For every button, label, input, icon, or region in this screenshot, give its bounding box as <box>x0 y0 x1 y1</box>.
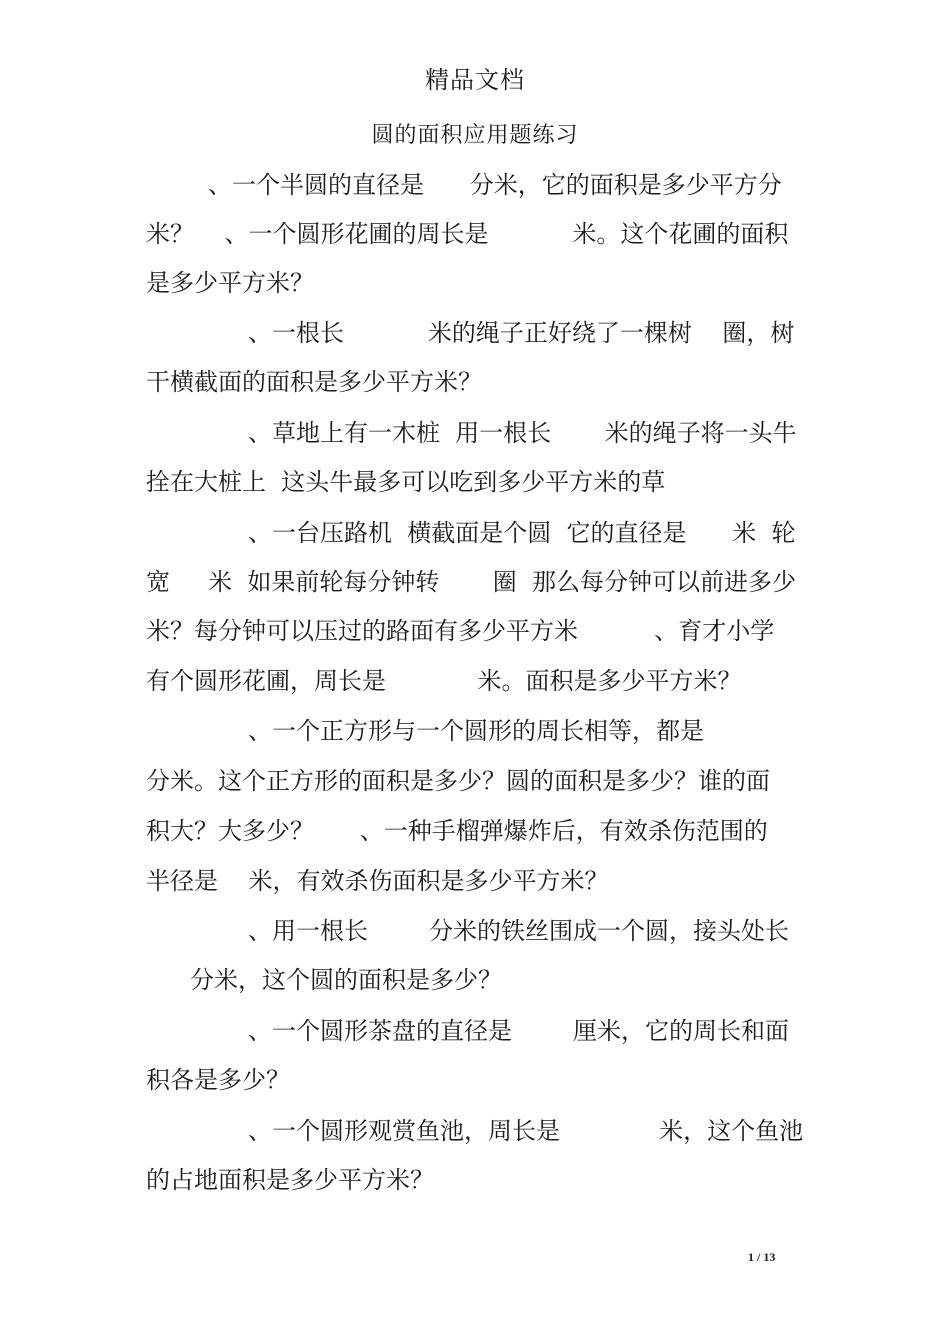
text-line: 、一台压路机 横截面是个圆 它的直径是 米 轮 <box>248 519 796 547</box>
text-line: 的占地面积是多少平方米？ <box>146 1166 434 1194</box>
text-line: 半径是 米，有效杀伤面积是多少平方米？ <box>146 867 609 895</box>
text-line: 有个圆形花圃，周长是 米。面积是多少平方米？ <box>146 667 742 695</box>
text-line: 宽 米 如果前轮每分钟转 圈 那么每分钟可以前进多少 <box>146 568 797 596</box>
text-line: 是多少平方米？ <box>146 269 314 297</box>
text-line: 、一个圆形茶盘的直径是 厘米，它的周长和面 <box>248 1017 790 1045</box>
text-line: 、用一根长 分米的铁丝围成一个圆，接头处长 <box>248 917 790 945</box>
text-line: 干横截面的面积是多少平方米？ <box>146 368 482 396</box>
page-header: 精品文档 <box>425 66 525 94</box>
text-line: 、草地上有一木桩 用一根长 米的绳子将一头牛 <box>248 419 797 447</box>
document-title: 圆的面积应用题练习 <box>371 123 579 148</box>
text-line: 米？每分钟可以压过的路面有多少平方米 、育才小学 <box>146 617 775 645</box>
text-line: 积各是多少？ <box>146 1066 290 1094</box>
text-line: 分米，这个圆的面积是多少？ <box>190 966 502 994</box>
page-number: 1 / 13 <box>748 1250 776 1264</box>
text-line: 积大？大多少？ 、一种手榴弹爆炸后，有效杀伤范围的 <box>146 817 768 845</box>
text-line: 、一个圆形观赏鱼池，周长是 米，这个鱼池 <box>248 1117 804 1145</box>
text-line: 、一根长 米的绳子正好绕了一棵树 圈，树 <box>248 319 795 347</box>
text-line: 、一个半圆的直径是 分米，它的面积是多少平方分 <box>208 171 782 199</box>
text-line: 拴在大桩上 这头牛最多可以吃到多少平方米的草 <box>146 468 666 496</box>
text-line: 分米。这个正方形的面积是多少？圆的面积是多少？谁的面 <box>146 767 770 795</box>
text-line: 米？ 、一个圆形花圃的周长是 米。这个花圃的面积 <box>146 220 789 248</box>
text-line: 、一个正方形与一个圆形的周长相等，都是 <box>248 717 704 745</box>
